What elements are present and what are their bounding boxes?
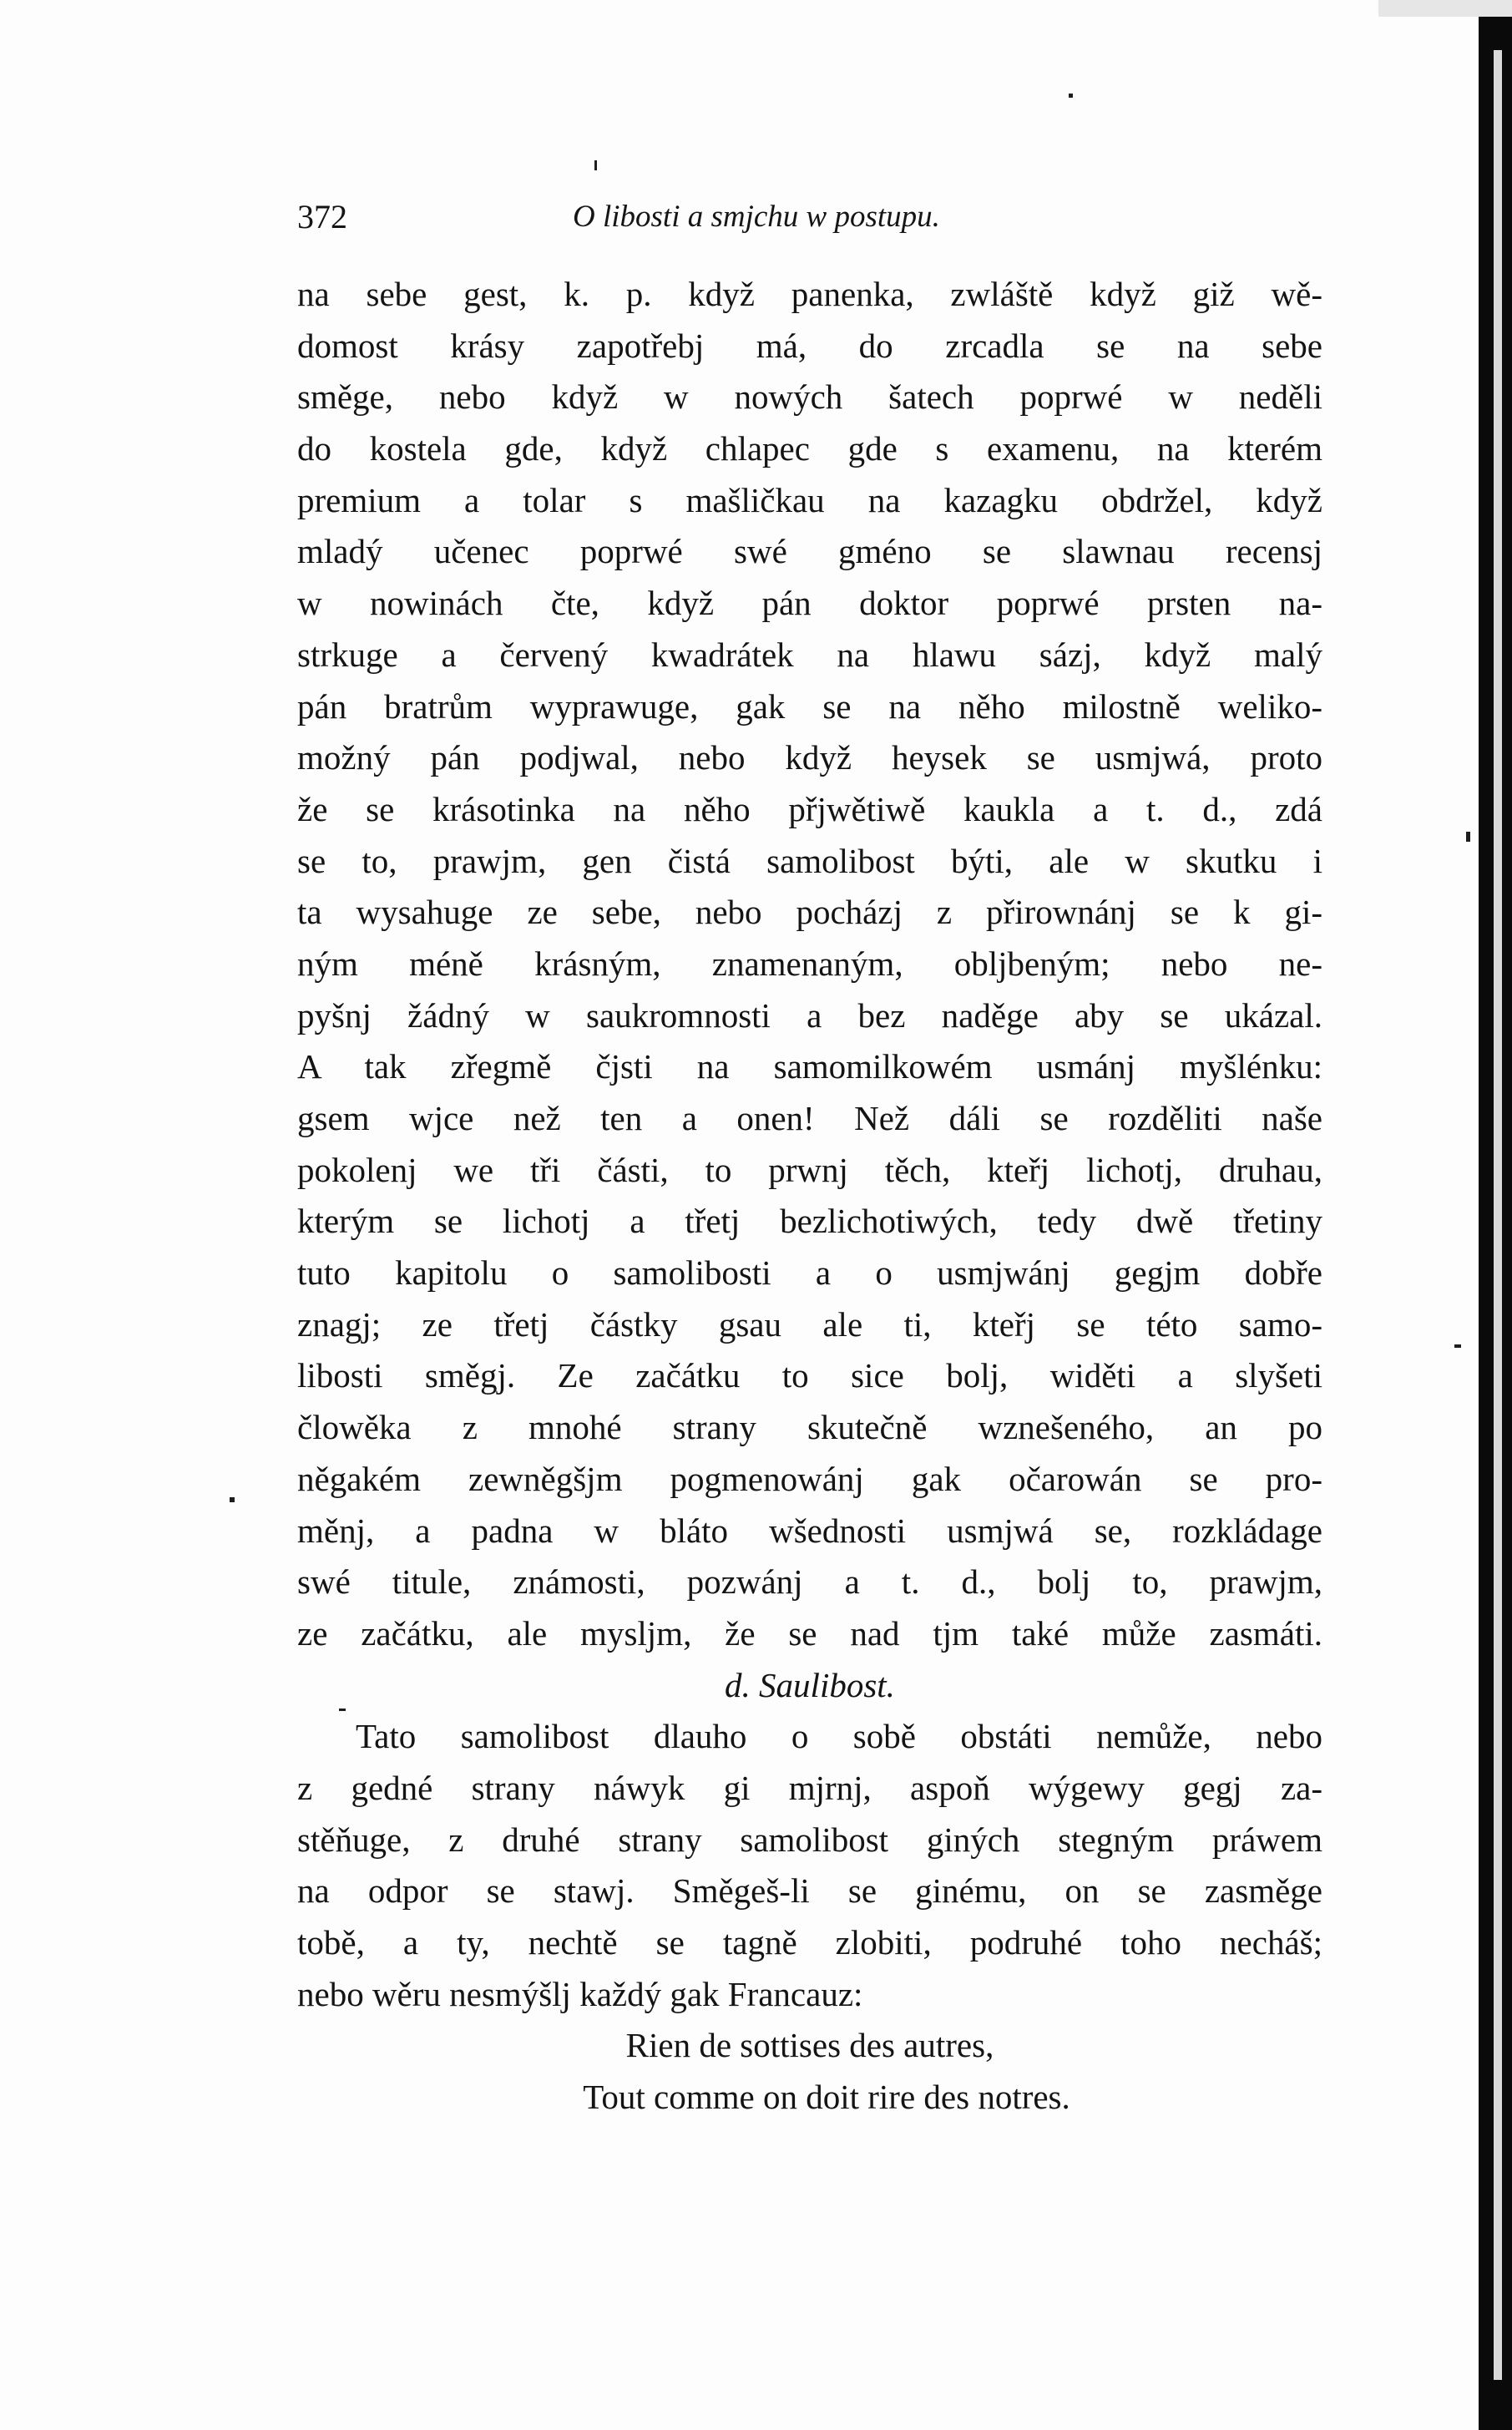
text-line: libosti směgj. Ze začátku to sice bolj, widěti a slyšeti	[297, 1356, 1322, 1395]
running-title: O libosti a smjchu w postupu.	[573, 200, 940, 234]
text-line: ze začátku, ale myslјm, že se nad tjm také může zasmáti.	[297, 1613, 1322, 1653]
page-number: 372	[297, 198, 347, 235]
page-header	[297, 192, 1324, 242]
text-line: ným méně krásným, znamenaným, oblјbeným; nebo ne-	[297, 944, 1322, 983]
text-line: se to, prawjm, gen čistá samolibost býti, ale w skutku i	[297, 841, 1322, 880]
text-line: z gedné strany náwyk gi mjrnj, aspoň wýgewy gegj za-	[297, 1768, 1322, 1807]
scan-speck	[1454, 1344, 1461, 1348]
scan-speck	[230, 1497, 235, 1502]
text-line: člowěka z mnohé strany skutečně wznešeného, an po	[297, 1408, 1322, 1447]
body-text	[297, 269, 1322, 2124]
scan-speck	[1069, 94, 1073, 98]
text-line: možný pán podjwal, nebo když heysek se usmjwá, proto	[297, 738, 1322, 777]
text-line: w nowinách čte, když pán doktor poprwé prsten na-	[297, 584, 1322, 623]
text-line: směge, nebo když w nowých šatech poprwé w neděli	[297, 377, 1322, 417]
text-line: pokolenj we tři části, to prwnj těch, kteřj lichotj, druhau,	[297, 1150, 1322, 1189]
scan-speck	[1466, 832, 1470, 842]
text-line: na odpor se stawj. Směgeš-li se ginému, on se zasměge	[297, 1871, 1322, 1911]
scan-speck	[594, 160, 597, 170]
text-line: nebo wěru nesmýšlj každý gak Francauz:	[297, 1974, 863, 2013]
text-line: Tato samolibost dlauho o sobě obstáti nemůže, nebo	[356, 1717, 1322, 1756]
text-line: pán bratrům wyprawuge, gak se na něho milostně weliko-	[297, 686, 1322, 726]
text-line: něgakém zewněgšjm pogmenowánj gak očarowán se pro-	[297, 1459, 1322, 1498]
text-line: mladý učenec poprwé swé gméno se slawnau recensj	[297, 532, 1322, 571]
text-line: domost krásy zapotřebj má, do zrcadla se na sebe	[297, 326, 1322, 365]
text-line: tobě, a ty, nechtě se tagně zlobiti, podruhé toho necháš;	[297, 1923, 1322, 1962]
text-line: premium a tolar s mašličkau na kazagku obdržel, když	[297, 480, 1322, 519]
quote-line: Tout comme on doit rire des notres.	[583, 2078, 1070, 2117]
text-line: stěňuge, z druhé strany samolibost giných stegným práwem	[297, 1820, 1322, 1859]
text-line: pyšnj žádný w saukromnosti a bez naděge aby se ukázal.	[297, 995, 1322, 1035]
text-line: gsem wjce než ten a onen! Než dáli se rozděliti naše	[297, 1099, 1322, 1137]
text-line: na sebe gest, k. p. když panenka, zwláště když giž wě-	[297, 275, 1322, 313]
text-line: měnj, a padna w bláto wšednosti usmjwá se, rozkládage	[297, 1511, 1322, 1550]
section-heading: d. Saulibost.	[725, 1665, 895, 1704]
scan-shadow	[1378, 0, 1512, 17]
text-line: znagj; ze třetj částky gsau ale ti, kteřj se této samo-	[297, 1304, 1322, 1344]
text-line: kterým se lichotj a třetj bezlichotiwých, tedy dwě třetiny	[297, 1202, 1322, 1241]
text-line: swé titule, známosti, pozwánj a t. d., bolj to, prawjm,	[297, 1562, 1322, 1602]
text-line: do kostela gde, když chlapec gde s examenu, na kterém	[297, 429, 1322, 468]
text-line: že se krásotinka na něho přjwětiwě kaukla a t. d., zdá	[297, 789, 1322, 828]
text-line: A tak zřegmě čjsti na samomilkowém usmánj myšlénku:	[297, 1047, 1322, 1086]
quote-line: Rien de sottises des autres,	[625, 2026, 994, 2065]
page-edge-highlight	[1494, 50, 1502, 2380]
text-line: ta wysahuge ze sebe, nebo pocházj z přirownánj se k gi-	[297, 893, 1322, 932]
text-line: strkuge a červený kwadrátek na hlawu sázj, když malý	[297, 635, 1322, 674]
text-line: tuto kapitolu o samolibosti a o usmjwánj gegjm dobře	[297, 1253, 1322, 1293]
